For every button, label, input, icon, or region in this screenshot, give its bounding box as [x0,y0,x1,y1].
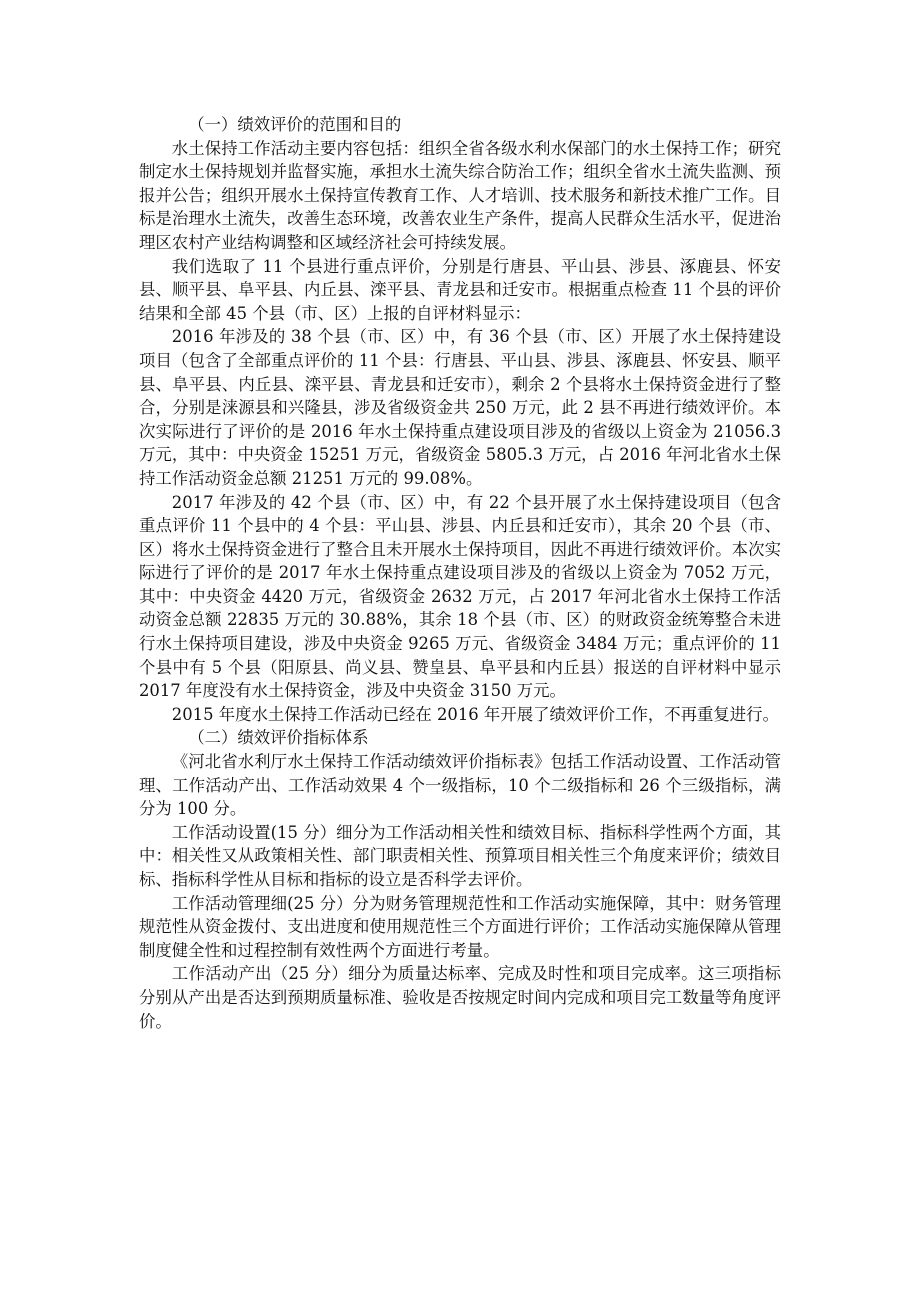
paragraph-2015-note: 2015 年度水土保持工作活动已经在 2016 年开展了绩效评价工作，不再重复进行。 [171,704,779,724]
paragraph-indicator-table: 《河北省水利厅水土保持工作活动绩效评价指标表》包括工作活动设置、工作活动管理、工作活动产出、工作活动效果 4 个一级指标，10 个二级指标和 26 个三级指标，满分为 100 分。 [139,752,781,819]
document-body [139,113,781,1033]
paragraph-selected-counties: 我们选取了 11 个县进行重点评价，分别是行唐县、平山县、涉县、涿鹿县、怀安县、顺平县、阜平县、内丘县、滦平县、青龙县和迁安市。根据重点检查 11 个县的评价结果和全部 45 个县（市、区）上报的自评材料显示： [139,256,781,323]
paragraph-2016-evaluation: 2016 年涉及的 38 个县（市、区）中，有 36 个县（市、区）开展了水土保持建设项目（包含了全部重点评价的 11 个县：行唐县、平山县、涉县、涿鹿县、怀安县、顺平县、阜平县、内丘县、滦平县、青龙县和迁安市），剩余 2 个县将水土保持资金进行了整合，分别是涞源县和兴隆县，涉及省级资金共 250 万元，此 2 县不再进行绩效评价。本次实际进行了评价的是 2016 年水土保持重点建设项目涉及的省级以上资金为 21056.3 万元，其中：中央资金 15251 万元，省级资金 5805.3 万元，占 2016 年河北省水土保持工作活动资金总额 21251 万元的 99.08%。 [139,327,781,488]
section-heading-indicators: （二）绩效评价指标体系 [188,728,369,748]
paragraph-activity-setting: 工作活动设置(15 分）细分为工作活动相关性和绩效目标、指标科学性两个方面，其中：相关性又从政策相关性、部门职责相关性、预算项目相关性三个角度来评价；绩效目标、指标科学性从目标和指标的设立是否科学去评价。 [139,822,781,889]
paragraph-main-content: 水土保持工作活动主要内容包括：组织全省各级水利水保部门的水土保持工作；研究制定水土保持规划并监督实施，承担水土流失综合防治工作；组织全省水土流失监测、预报并公告；组织开展水土保持宣传教育工作、人才培训、技术服务和新技术推广工作。目标是治理水土流失，改善生态环境，改善农业生产条件，提高人民群众生活水平，促进治理区农村产业结构调整和区域经济社会可持续发展。 [139,138,781,252]
paragraph-activity-management: 工作活动管理细(25 分）分为财务管理规范性和工作活动实施保障，其中：财务管理规范性从资金拨付、支出进度和使用规范性三个方面进行评价；工作活动实施保障从管理制度健全性和过程控制有效性两个方面进行考量。 [139,893,781,960]
paragraph-2017-evaluation: 2017 年涉及的 42 个县（市、区）中，有 22 个县开展了水土保持建设项目（包含重点评价 11 个县中的 4 个县：平山县、涉县、内丘县和迁安市），其余 20 个县（市、区）将水土保持资金进行了整合且未开展水土保持项目，因此不再进行绩效评价。本次实际进行了评价的是 2017 年水土保持重点建设项目涉及的省级以上资金为 7052 万元，其中：中央资金 4420 万元，省级资金 2632 万元，占 2017 年河北省水土保持工作活动资金总额 22835 万元的 30.88%，其余 18 个县（市、区）的财政资金统筹整合未进行水土保持项目建设，涉及中央资金 9265 万元、省级资金 3484 万元；重点评价的 11 个县中有 5 个县（阳原县、尚义县、赞皇县、阜平县和内丘县）报送的自评材料中显示 2017 年度没有水土保持资金，涉及中央资金 3150 万元。 [139,492,781,701]
section-heading-scope: （一）绩效评价的范围和目的 [188,115,402,134]
paragraph-activity-output: 工作活动产出（25 分）细分为质量达标率、完成及时性和项目完成率。这三项指标分别从产出是否达到预期质量标准、验收是否按规定时间内完成和项目完工数量等角度评价。 [139,964,781,1031]
